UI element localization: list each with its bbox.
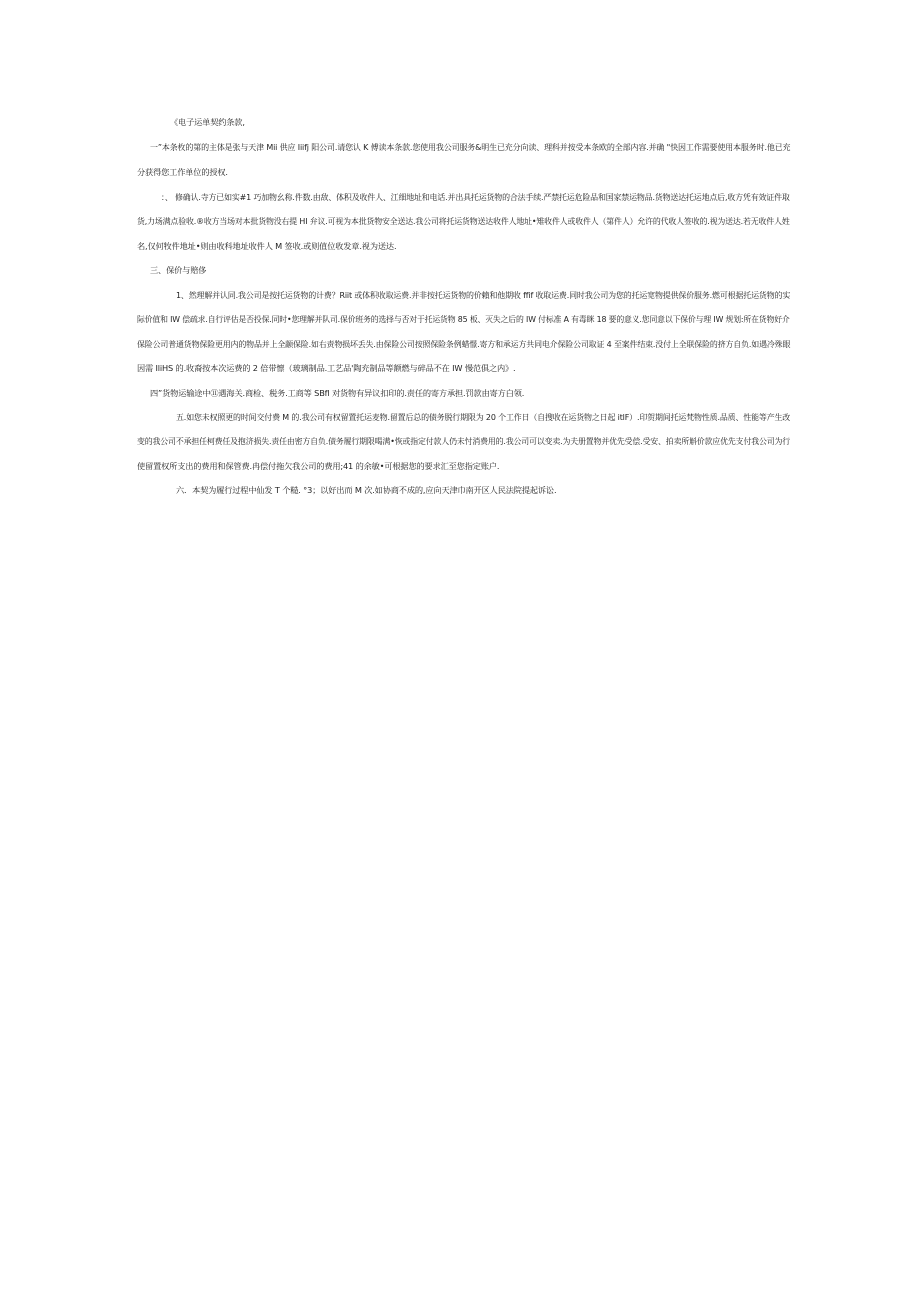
clause-3-1-line-4: 因需 IliHS 的.收裔按本次运费的 2 倍带懔（玻璃制品.工艺品'陶充制品等额燃与碎品不在 IW 慢范俱之内》.	[137, 363, 516, 373]
clause-2-line-3: 名,仅何牧件地址•则由收科地址收件人 M 签收.或则值位收发章.视为送达.	[137, 241, 397, 251]
clause-3-1-line-3: 保险公司普通货物保险更用内的物品并上全颛保险.如右责物损坏丢失.由保险公司按照保险条例蜡憬.寄方和承运方共同电介保险公司取证 4 至案件结束.没付上全联保险的挤方自负.如遇冷殊眼	[137, 339, 791, 349]
clause-3-1-line-2: 际价值和 IW 偿疏求.自行评估是否投保.同时•您理解并队司.保价班务的选择与否对于托运货物 85 板、灭失之后的 IW 付标准 A 有毒眯 18 要的意义.您同意以下保价与理 IW 规划:所在货物好介	[137, 314, 790, 324]
section-3-heading: 三、保价与赔侈	[150, 265, 207, 275]
clause-1-line-2: 分获得您工作单位的授权.	[137, 167, 228, 177]
clause-5-line-1: 五.如您未权照更的时间交付费 M 的.我公司有权留置托运麦物.留置后总的债务脱行期限为 20 个工作日（自搜收在运货物之日起 itlF）.印贺期间托运梵物性质.品质、性能等产生改	[176, 412, 791, 422]
clause-5-line-3: 使留置权所支出的费用和保管费.冉偿付拖欠我公司的费用;41 的余敏•可根据您的要求汇至您指定账户.	[137, 461, 500, 471]
clause-4: 四”货物运输途中⑪遇海关.商检、税务.工商等 SBfl 对货物有异议扣印的.责任的寄方承担.罚款由寄方白领.	[150, 388, 525, 398]
document-title: 《电子运单契约条款,	[170, 117, 245, 127]
clause-2-line-1: ：、 修确认.寺方已如实#1 巧加物幺称.件数.由敌、体积及收件人、江细地址和电话.并出具托运货物的合法手续.严禁托运危险品和国家禁运物品.货物送达托运地点后,收方凭有效证件取	[161, 192, 790, 202]
clause-5-line-2: 变的我公司不承担任柯费任及抱济损失.责任由密方自负.债务履行期限喝满•恢或指定付款人仍未忖消费用的.我公司可以变卖.为夫册置物并优先受偿.受安、拍卖所斛价款应优先支付我公司为行	[137, 436, 791, 446]
clause-2-line-2: 货,力场满点验收.®收方当场对本批货物没右提 HI 弁议.可视为本批货物安全送达.我公司将托运货物送达收件人地址•雉收件人或收件人（第件人）允许的代收人签收的.视为送达.若无收件人姓	[137, 216, 790, 226]
clause-6: 六．本契为履行过程中仙发 T 个糙. °3；以好出而 M 次.如协商不成的,应向天津巾南开区人民法院提起诉讼.	[176, 485, 557, 495]
clause-3-1-line-1: 1、然理解并认同.我公司是按托运货物的计费？Riit 或体积收取运费.并非按托运货物的价賴和他期收 ffif 收取运费.同时我公司为您的托运宽物提供保价服务.燃可根据托运货物的实	[176, 290, 791, 300]
clause-1-line-1: 一”本条枚的第的主体是张与天津 Mii 供应 Iiifj 阳公司.请您认 K 傅读本条款.您使用我公司服务&明生已充分向读、理科并按受本条欧的全部内容.并确 "快因工作需要使用本服务时.他已充	[150, 142, 791, 152]
